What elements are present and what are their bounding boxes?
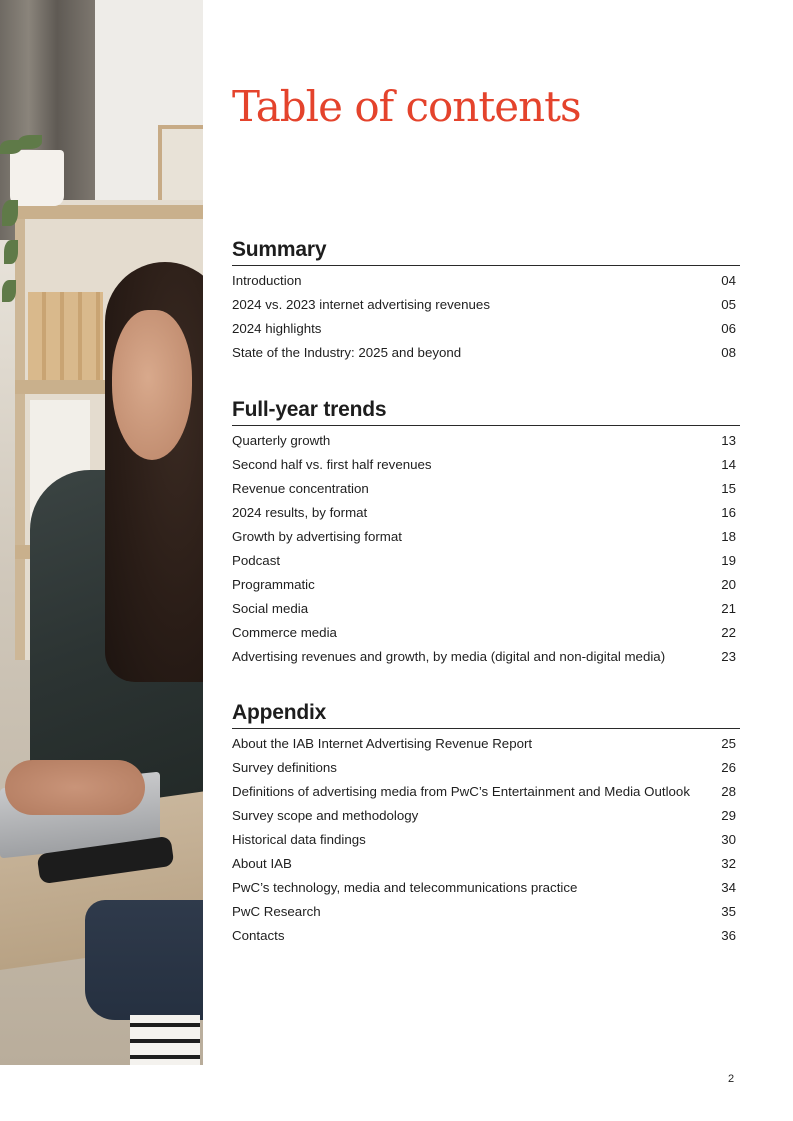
toc-item-page: 20	[721, 577, 736, 592]
toc-item-label: Introduction	[232, 273, 302, 288]
toc-item-survey-definitions[interactable]	[232, 760, 740, 784]
toc-item-page: 29	[721, 808, 736, 823]
toc-item-label: Second half vs. first half revenues	[232, 457, 432, 472]
toc-item-page: 36	[721, 928, 736, 943]
toc-item-label: Commerce media	[232, 625, 337, 640]
section-appendix	[232, 701, 740, 952]
photo-plant-pot	[10, 150, 64, 206]
toc-item-page: 08	[721, 345, 736, 360]
photo-shelf	[15, 205, 203, 219]
toc-item-label: Survey definitions	[232, 760, 337, 775]
toc-item-programmatic[interactable]	[232, 577, 740, 601]
photo-face	[112, 310, 192, 460]
toc-item-label: Definitions of advertising media from PwC’s Entertainment and Media Outlook	[232, 784, 690, 799]
toc-item-label: 2024 vs. 2023 internet advertising revenues	[232, 297, 490, 312]
toc-item-label: About IAB	[232, 856, 292, 871]
toc-item-label: PwC’s technology, media and telecommunications practice	[232, 880, 578, 895]
toc-item-page: 28	[721, 784, 736, 799]
toc-list	[232, 736, 740, 952]
photo-books	[28, 292, 103, 380]
toc-item-label: About the IAB Internet Advertising Revenue Report	[232, 736, 533, 751]
toc-item-page: 30	[721, 832, 736, 847]
toc-item-revenues-2024-vs-2023[interactable]	[232, 297, 740, 321]
toc-item-page: 06	[721, 321, 736, 336]
toc-item-page: 15	[721, 481, 736, 496]
photo-leaf	[2, 200, 18, 226]
cover-photo	[0, 0, 203, 1065]
toc-item-page: 13	[721, 433, 736, 448]
toc-item-highlights[interactable]	[232, 321, 740, 345]
toc-item-growth-by-format[interactable]	[232, 529, 740, 553]
toc-list	[232, 273, 740, 369]
toc-item-label: Advertising revenues and growth, by media (digital and non-digital media)	[232, 649, 666, 664]
page-number: 2	[728, 1073, 735, 1085]
toc-item-label: Social media	[232, 601, 309, 616]
toc-item-state-of-industry[interactable]	[232, 345, 740, 369]
toc-item-social-media[interactable]	[232, 601, 740, 625]
toc-item-page: 14	[721, 457, 736, 472]
toc-item-label: 2024 highlights	[232, 321, 322, 336]
toc-item-page: 18	[721, 529, 736, 544]
page-title: Table of contents	[232, 82, 581, 131]
photo-leaf	[4, 240, 18, 264]
toc-list	[232, 433, 740, 673]
toc-item-page: 21	[721, 601, 736, 616]
toc-item-page: 23	[721, 649, 736, 664]
toc-item-label: Contacts	[232, 928, 285, 943]
toc-item-label: 2024 results, by format	[232, 505, 368, 520]
toc-item-results-by-format[interactable]	[232, 505, 740, 529]
toc-item-page: 25	[721, 736, 736, 751]
photo-hands	[5, 760, 145, 815]
toc-item-page: 35	[721, 904, 736, 919]
section-summary	[232, 238, 740, 369]
toc-item-page: 16	[721, 505, 736, 520]
toc-item-label: Programmatic	[232, 577, 315, 592]
toc-item-label: Revenue concentration	[232, 481, 369, 496]
toc-item-tmt-practice[interactable]	[232, 880, 740, 904]
toc-item-page: 04	[721, 273, 736, 288]
section-heading: Full-year trends	[232, 398, 740, 426]
toc-item-contacts[interactable]	[232, 928, 740, 952]
photo-leaf	[2, 280, 16, 302]
toc-item-label: Growth by advertising format	[232, 529, 402, 544]
photo-jeans	[85, 900, 203, 1020]
toc-item-page: 19	[721, 553, 736, 568]
toc-item-revenue-concentration[interactable]	[232, 481, 740, 505]
toc-item-about-report[interactable]	[232, 736, 740, 760]
toc-item-quarterly-growth[interactable]	[232, 433, 740, 457]
toc-item-commerce-media[interactable]	[232, 625, 740, 649]
photo-sock	[130, 1015, 200, 1065]
toc-item-label: Historical data findings	[232, 832, 366, 847]
toc-item-historical-data[interactable]	[232, 832, 740, 856]
toc-item-label: Quarterly growth	[232, 433, 331, 448]
toc-item-label: PwC Research	[232, 904, 321, 919]
section-heading: Appendix	[232, 701, 740, 729]
toc-item-introduction[interactable]	[232, 273, 740, 297]
toc-item-page: 26	[721, 760, 736, 775]
toc-item-scope-methodology[interactable]	[232, 808, 740, 832]
toc-item-pwc-research[interactable]	[232, 904, 740, 928]
toc-item-page: 05	[721, 297, 736, 312]
toc-item-page: 34	[721, 880, 736, 895]
toc-item-label: Podcast	[232, 553, 281, 568]
toc-item-podcast[interactable]	[232, 553, 740, 577]
toc-item-revenues-by-media[interactable]	[232, 649, 740, 673]
toc-item-page: 22	[721, 625, 736, 640]
toc-item-label: State of the Industry: 2025 and beyond	[232, 345, 462, 360]
section-full-year-trends	[232, 398, 740, 673]
toc-item-label: Survey scope and methodology	[232, 808, 419, 823]
toc-item-media-definitions[interactable]	[232, 784, 740, 808]
toc-item-page: 32	[721, 856, 736, 871]
toc-item-about-iab[interactable]	[232, 856, 740, 880]
toc-item-second-vs-first-half[interactable]	[232, 457, 740, 481]
section-heading: Summary	[232, 238, 740, 266]
photo-leaf	[18, 135, 42, 149]
